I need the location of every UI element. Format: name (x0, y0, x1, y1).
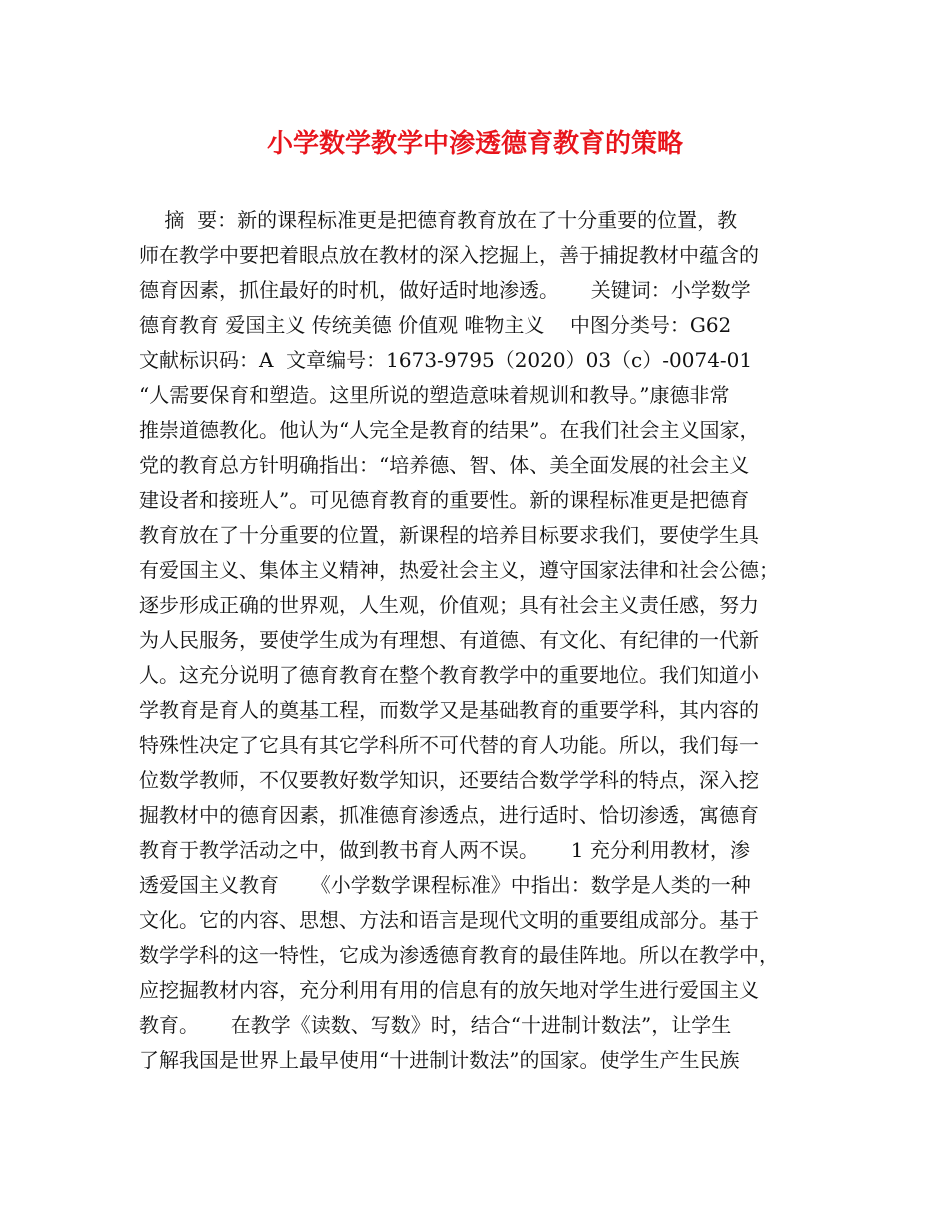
body-line: 应挖掘教材内容，充分利用有用的信息有的放矢地对学生进行爱国主义 (139, 978, 759, 1002)
body-line: 教育。 在教学《读数、写数》时，结合“十进制计数法”，让学生 (139, 1013, 732, 1037)
body-line: 特殊性决定了它具有其它学科所不可代替的育人功能。所以，我们每一 (139, 733, 759, 757)
body-line: 教育放在了十分重要的位置，新课程的培养目标要求我们，要使学生具 (139, 523, 759, 547)
document-body (139, 203, 819, 1078)
body-line: 德育教育 爱国主义 传统美德 价值观 唯物主义 中图分类号：G62 (139, 313, 732, 337)
body-line: 人。这充分说明了德育教育在整个教育教学中的重要地位。我们知道小 (139, 663, 759, 687)
body-line: 为人民服务，要使学生成为有理想、有道德、有文化、有纪律的一代新 (139, 628, 759, 652)
body-line: 有爱国主义、集体主义精神，热爱社会主义，遵守国家法律和社会公德； (139, 558, 779, 582)
body-line: 掘教材中的德育因素，抓准德育渗透点，进行适时、恰切渗透，寓德育 (139, 803, 759, 827)
body-line: 位数学教师，不仅要教好数学知识，还要结合数学学科的特点，深入挖 (139, 768, 759, 792)
body-line: 推崇道德教化。他认为“人完全是教育的结果”。在我们社会主义国家， (139, 418, 760, 442)
body-line: 数学学科的这一特性，它成为渗透德育教育的最佳阵地。所以在教学中， (139, 943, 779, 967)
body-line: 文献标识码：A 文章编号：1673-9795（2020）03（c）-0074-01 (139, 348, 753, 372)
body-line: 了解我国是世界上最早使用“十进制计数法”的国家。使学生产生民族 (139, 1048, 740, 1072)
body-line: 德育因素，抓住最好的时机，做好适时地渗透。 关键词：小学数学 (139, 278, 751, 302)
body-line: 师在教学中要把着眼点放在教材的深入挖掘上，善于捕捉教材中蕴含的 (139, 243, 759, 267)
body-line: 摘 要：新的课程标准更是把德育教育放在了十分重要的位置，教 (139, 208, 738, 232)
body-line: 文化。它的内容、思想、方法和语言是现代文明的重要组成部分。基于 (139, 908, 759, 932)
document-title: 小学数学教学中渗透德育教育的策略 (266, 129, 683, 159)
body-line: 党的教育总方针明确指出：“培养德、智、体、美全面发展的社会主义 (139, 453, 750, 477)
body-line: 学教育是育人的奠基工程，而数学又是基础教育的重要学科，其内容的 (139, 698, 759, 722)
body-line: “人需要保育和塑造。这里所说的塑造意味着规训和教导。”康德非常 (139, 383, 730, 407)
body-line: 逐步形成正确的世界观，人生观，价值观；具有社会主义责任感，努力 (139, 593, 759, 617)
body-line: 建设者和接班人”。可见德育教育的重要性。新的课程标准更是把德育 (139, 488, 750, 512)
body-line: 教育于教学活动之中，做到教书育人两不误。 1 充分利用教材，渗 (139, 838, 750, 862)
body-line: 透爱国主义教育 《小学数学课程标准》中指出：数学是人类的一种 (139, 873, 751, 897)
